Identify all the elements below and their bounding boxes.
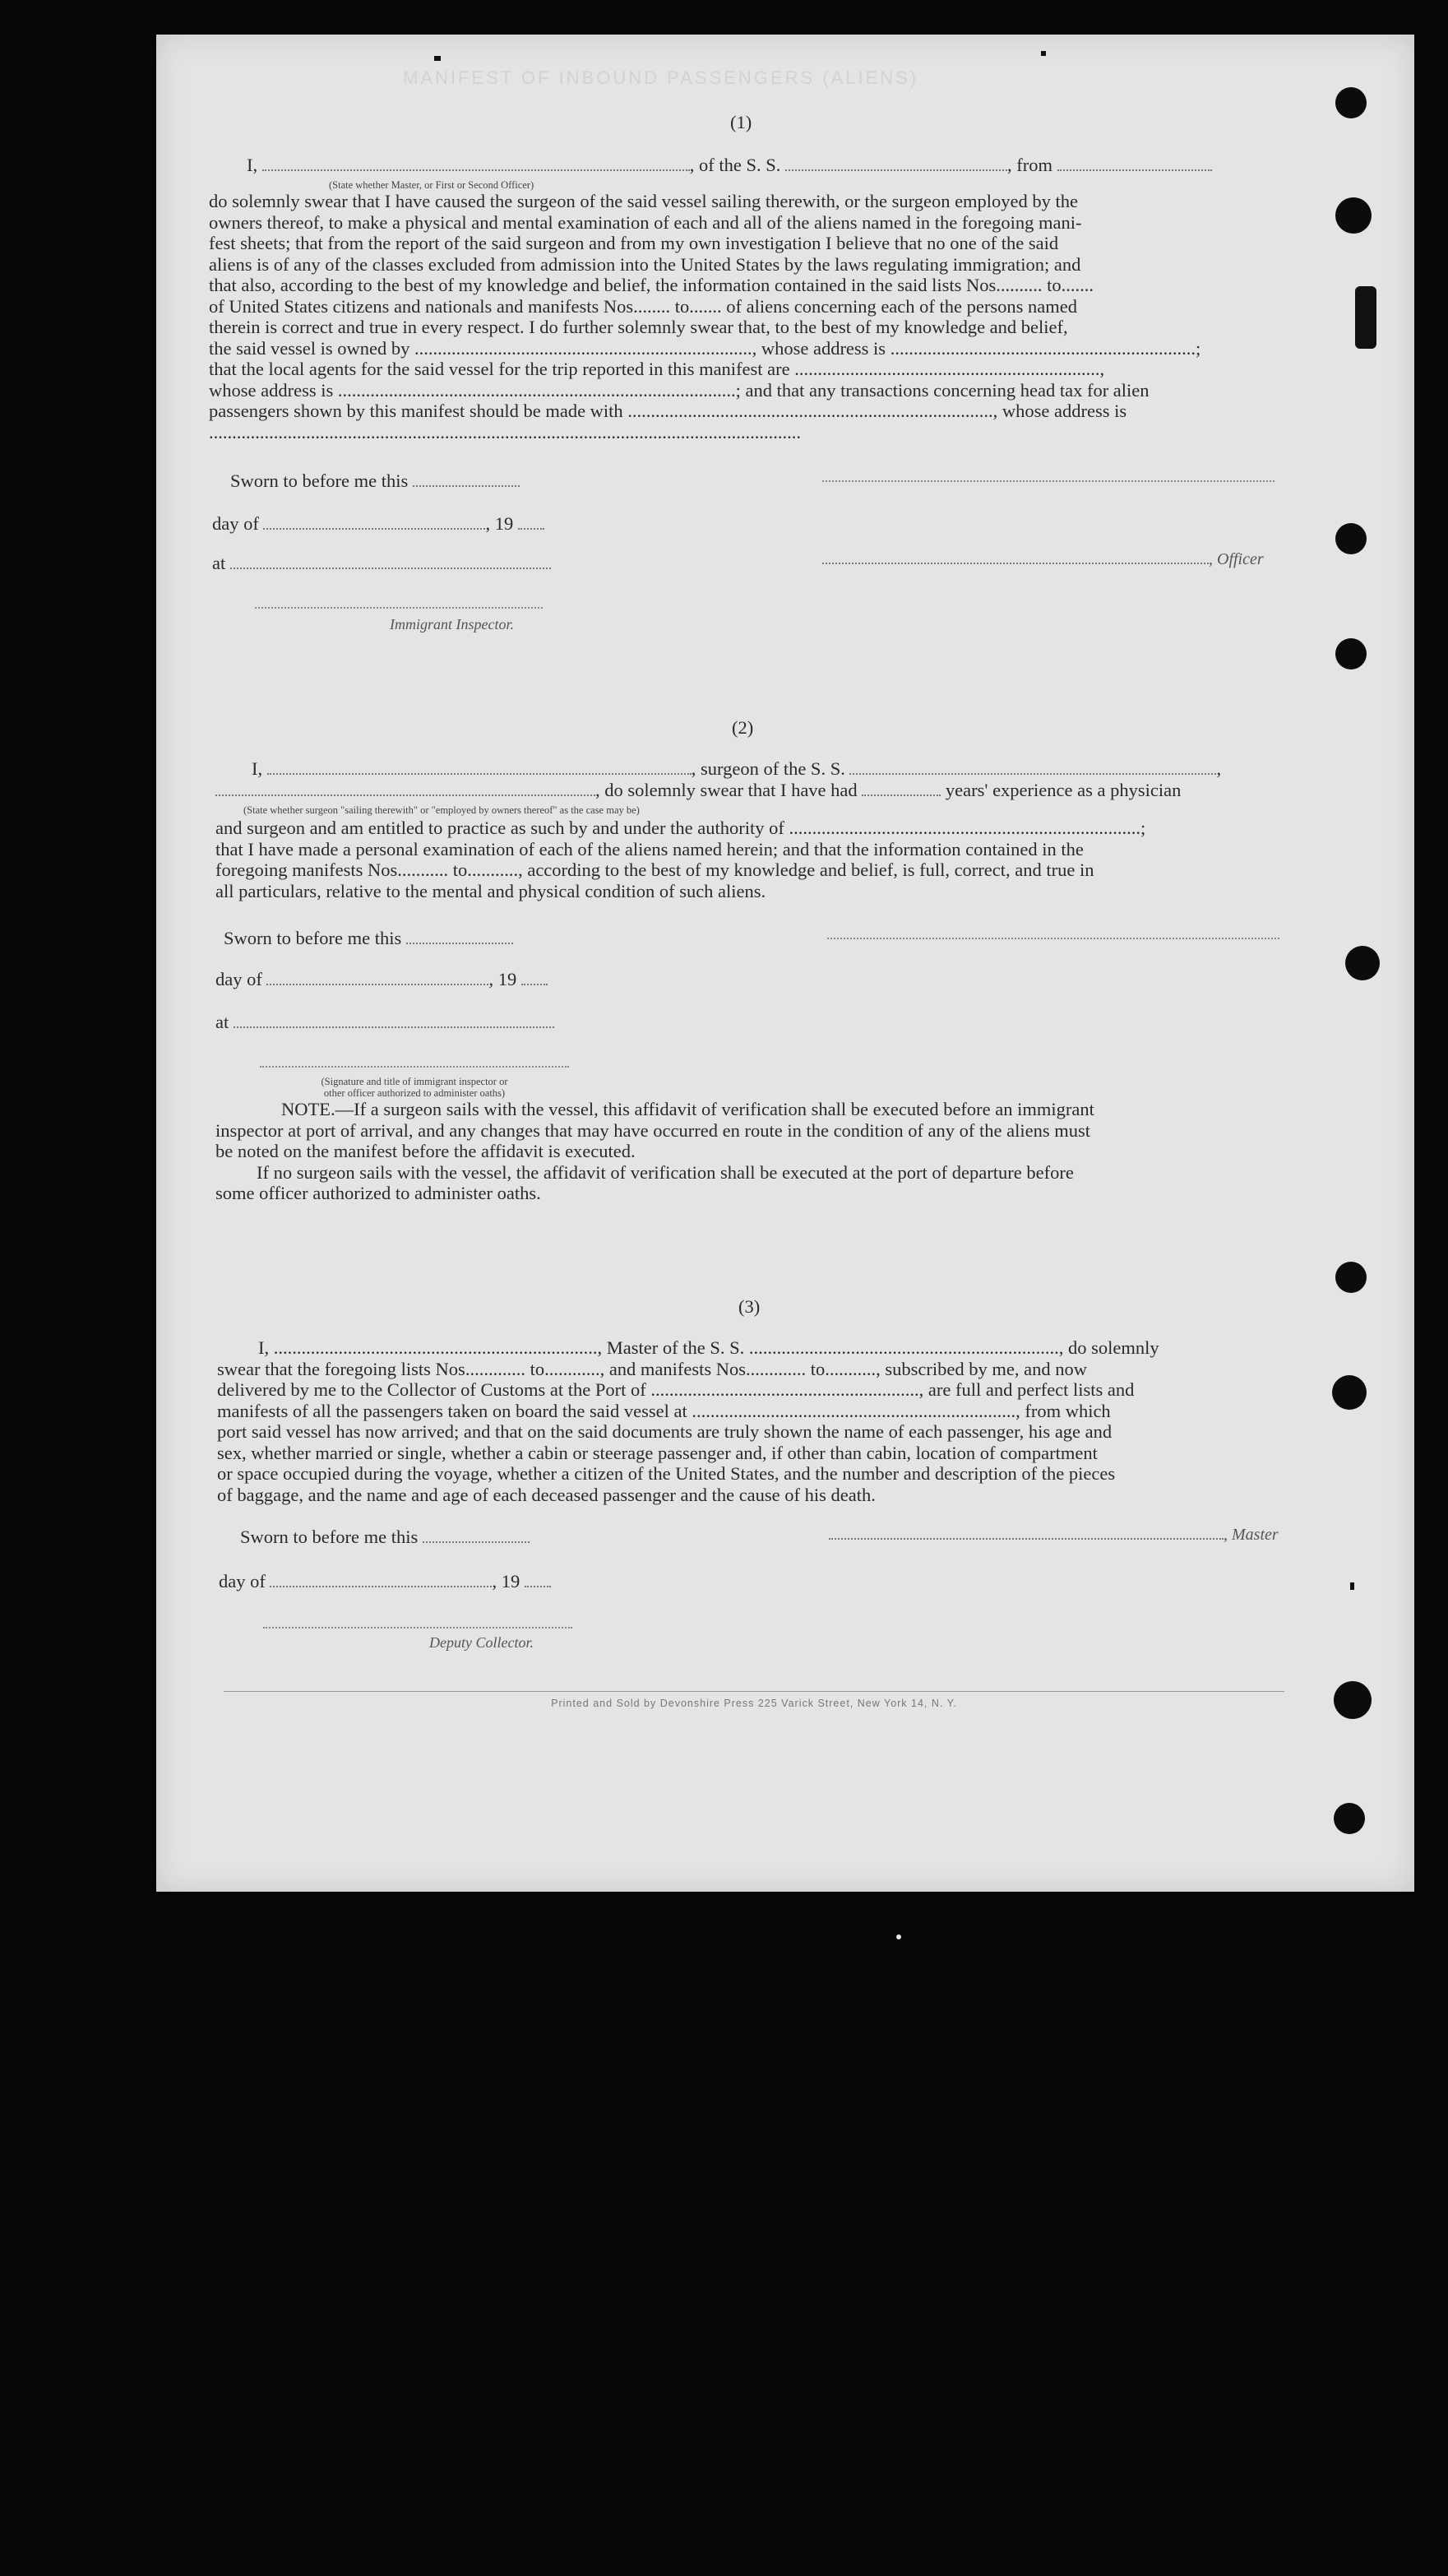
s3-text-line: of baggage, and the name and age of each deceased passenger and the cause of his death. [217, 1484, 876, 1505]
s2-i: I, [252, 758, 263, 779]
s1-title-note: (State whether Master, or First or Second Officer) [329, 179, 534, 191]
printer-footer: Printed and Sold by Devonshire Press 225 Varick Street, New York 14, N. Y. [551, 1698, 957, 1709]
s2-sig-note-2: other officer authorized to administer oaths) [323, 1087, 506, 1099]
s1-text-line: therein is correct and true in every respect. I do further solemnly swear that, to the best of my knowledge and belief, [209, 317, 1068, 337]
punch-hole [1335, 87, 1367, 118]
s2-day-label: day of [215, 969, 262, 989]
s1-from: , from [1007, 155, 1053, 175]
section-3-heading: (3) [738, 1296, 761, 1317]
s1-day [212, 513, 544, 535]
s2-swear: , do solemnly swear that I have had [595, 780, 858, 800]
note-line: NOTE.—If a surgeon sails with the vessel, this affidavit of verification shall be executed before an immigrant [281, 1099, 1094, 1119]
s3-day-label: day of [219, 1571, 266, 1591]
s1-text-line: do solemnly swear that I have caused the surgeon of the said vessel sailing therewith, or the surgeon employed by the [209, 191, 1079, 211]
s2-line1 [252, 758, 1221, 780]
s3-collector-line [263, 1627, 572, 1629]
s1-text-line: fest sheets; that from the report of the said surgeon and from my own investigation I believe that no one of the said [209, 233, 1059, 253]
s1-officer [822, 548, 1264, 570]
s2-body [215, 818, 1279, 901]
s1-text-line: of United States citizens and nationals and manifests Nos........ to....... of aliens concerning each of the persons named [209, 295, 1077, 317]
s2-signature-line [827, 938, 1279, 939]
punch-hole [1335, 638, 1367, 669]
s2-text-line: that I have made a personal examination of each of the aliens named herein; and that the information contained in the [215, 838, 1084, 859]
punch-hole [1332, 1375, 1367, 1410]
s2-line2 [215, 780, 1181, 801]
footer-rule [224, 1691, 1284, 1692]
s2-text-line: all particulars, relative to the mental and physical condition of such aliens. [215, 880, 766, 901]
dust-speck [896, 1934, 901, 1939]
faint-header-text: MANIFEST OF INBOUND PASSENGERS (ALIENS) [403, 67, 919, 88]
s1-at-label: at [212, 553, 226, 573]
s2-day [215, 969, 548, 990]
s2-sworn-label: Sworn to before me this [224, 928, 402, 948]
s3-master [829, 1523, 1279, 1545]
ink-speck [434, 56, 441, 61]
s2-end: , [1216, 758, 1222, 779]
s1-signature-line [822, 480, 1275, 482]
s2-year-label: , 19 [488, 969, 517, 989]
section-1-heading: (1) [730, 112, 752, 132]
s1-of-ss: , of the S. S. [689, 155, 781, 175]
note-line: be noted on the manifest before the affidavit is executed. [215, 1141, 636, 1161]
punch-hole [1335, 1262, 1367, 1293]
s1-i: I, [247, 155, 258, 175]
note-line: If no surgeon sails with the vessel, the affidavit of verification shall be executed at the port of departure before [257, 1161, 1074, 1183]
s3-text-line: manifests of all the passengers taken on board the said vessel at ......................................................................, from which [217, 1400, 1111, 1421]
s1-text-line: owners thereof, to make a physical and mental examination of each and all of the aliens named in the foregoing mani- [209, 211, 1082, 233]
s3-text-line: port said vessel has now arrived; and that on the said documents are truly shown the name of each passenger, his age and [217, 1421, 1113, 1442]
punch-hole [1335, 523, 1367, 554]
s3-day [219, 1571, 551, 1592]
ink-speck [1041, 51, 1046, 56]
s3-master-label: , Master [1224, 1526, 1279, 1544]
s1-at [212, 553, 551, 574]
s1-inspector-label: Immigrant Inspector. [390, 616, 514, 632]
s1-text-line: the said vessel is owned by ........................................................................., whose address is ..................................................................; [209, 337, 1201, 359]
section-2-heading: (2) [732, 717, 754, 738]
punch-hole [1334, 1681, 1372, 1719]
s1-text-line: passengers shown by this manifest should be made with ..............................................................................., whose address is [209, 401, 1127, 421]
s3-text-line: or space occupied during the voyage, whether a citizen of the United States, and the number and description of the pieces [217, 1463, 1116, 1484]
s1-inspector-line [255, 607, 543, 609]
s1-sworn [230, 470, 520, 492]
s1-text-line: that the local agents for the said vessel for the trip reported in this manifest are .................................................................., [209, 359, 1105, 379]
s1-line1 [247, 155, 1212, 176]
s2-years: years' experience as a physician [945, 780, 1182, 800]
note-line: inspector at port of arrival, and any changes that may have occurred en route in the condition of any of the aliens must [215, 1119, 1091, 1141]
s3-text-line: I, ......................................................................, Master of the S. S. ..................................................................., do solemnly [258, 1337, 1159, 1358]
s2-at-label: at [215, 1012, 229, 1032]
s2-note-block [215, 1099, 1281, 1204]
s3-text-line: swear that the foregoing lists Nos............. to............, and manifests Nos............. to..........., subscribed by me, and now [217, 1358, 1087, 1379]
s3-text-line: sex, whether married or single, whether a cabin or steerage passenger and, if other than cabin, location of compartment [217, 1442, 1098, 1463]
punch-hole [1345, 946, 1380, 980]
s1-officer-label: , Officer [1209, 550, 1264, 568]
ink-speck [1350, 1582, 1354, 1590]
s3-collector-label: Deputy Collector. [429, 1634, 534, 1651]
punch-hole [1334, 1803, 1365, 1834]
s1-text-line: aliens is of any of the classes excluded from admission into the United States by the laws regulating immigration; and [209, 253, 1081, 275]
s1-sworn-label: Sworn to before me this [230, 470, 409, 491]
s3-year-label: , 19 [492, 1571, 520, 1591]
s1-text-line: ................................................................................................................................ [209, 421, 801, 442]
s1-text-line: that also, according to the best of my knowledge and belief, the information contained in the said lists Nos.......... to....... [209, 275, 1094, 295]
note-line: some officer authorized to administer oaths. [215, 1183, 541, 1203]
s1-day-label: day of [212, 513, 259, 534]
s3-sworn [240, 1527, 530, 1548]
s1-body [209, 191, 1271, 442]
s3-body [217, 1337, 1283, 1505]
s2-authority-line [260, 1066, 569, 1068]
s2-note: (State whether surgeon "sailing therewith" or "employed by owners thereof" as the case may be) [243, 804, 640, 816]
s2-text-line: foregoing manifests Nos........... to..........., according to the best of my knowledge and belief, is full, correct, and true in [215, 859, 1094, 880]
s2-surgeon: , surgeon of the S. S. [691, 758, 845, 779]
s2-sworn [224, 928, 513, 949]
punch-hole [1335, 197, 1372, 234]
ink-blot [1355, 286, 1376, 349]
s1-text-line: whose address is ......................................................................................; and that any transactions concerning head tax for alien [209, 379, 1150, 401]
s1-year-label: , 19 [485, 513, 514, 534]
s2-text-line: and surgeon and am entitled to practice as such by and under the authority of ............................................................................; [215, 818, 1146, 838]
s2-at [215, 1012, 554, 1033]
s3-sworn-label: Sworn to before me this [240, 1527, 419, 1547]
s2-sig-note-1: (Signature and title of immigrant inspector or [321, 1076, 508, 1087]
s3-text-line: delivered by me to the Collector of Customs at the Port of .........................................................., are full and perfect lists and [217, 1379, 1135, 1400]
